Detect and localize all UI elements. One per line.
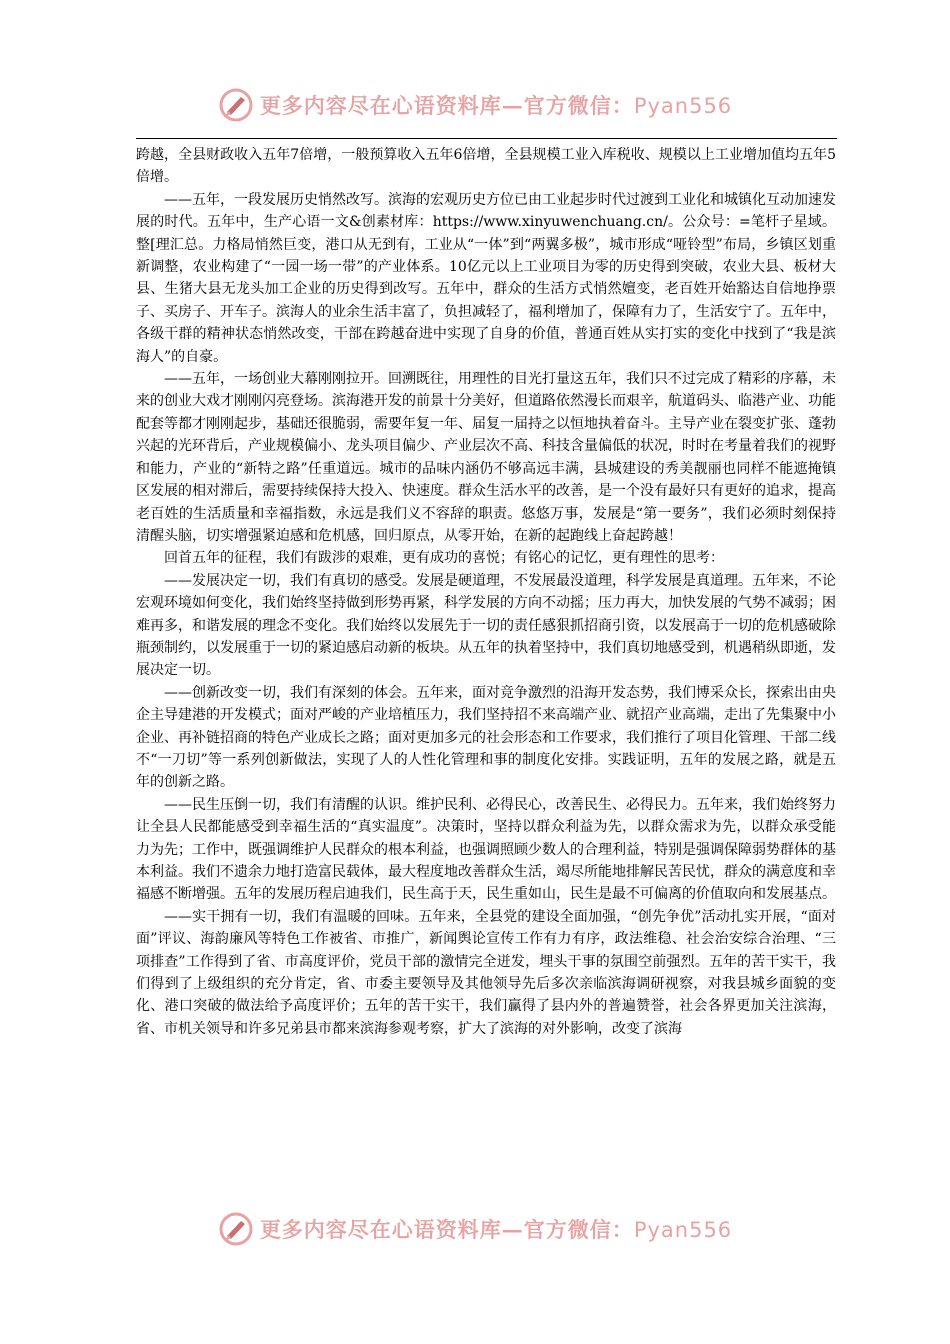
- paragraph: ——创新改变一切，我们有深刻的体会。五年来，面对竞争激烈的沿海开发态势，我们博采众长，探索出由央企主导建港的开发模式；面对严峻的产业培植压力，我们坚持招不来高端产业、就招产业高端，走出了先集聚中小企业、再补链招商的特色产业成长之路；面对更加多元的社会形态和工作要求，我们推行了项目化管理、干部二线不“一刀切”等一系列创新做法，实现了人的人性化管理和事的制度化安排。实践证明，五年的发展之路，就是五年的创新之路。: [136, 684, 836, 791]
- paragraph: 回首五年的征程，我们有跋涉的艰难，更有成功的喜悦；有铭心的记忆，更有理性的思考：: [164, 550, 724, 567]
- footer-banner: [0, 1206, 950, 1252]
- paragraph: 跨越，全县财政收入五年7倍增，一般预算收入五年6倍增，全县规模工业入库税收、规模以上工业增加值均五年5倍增。: [136, 147, 836, 186]
- document-body: [136, 144, 836, 1040]
- header-banner: [0, 82, 950, 128]
- banner-text: 更多内容尽在心语资料库—官方微信：Pyan556: [259, 1217, 733, 1242]
- paragraph: ——发展决定一切，我们有真切的感受。发展是硬道理，不发展最没道理，科学发展是真道理。五年来，不论宏观环境如何变化，我们始终坚持做到形势再紧，科学发展的方向不动摇；压力再大，加快发展的气势不减弱；困难再多，和谐发展的理念不变化。我们始终以发展先于一切的责任感狠抓招商引资，以发展高于一切的危机感破除瓶颈制约，以发展重于一切的紧迫感启动新的板块。从五年的执着坚持中，我们真切地感受到，机遇稍纵即逝，发展决定一切。: [136, 572, 836, 679]
- paragraph: ——实干拥有一切，我们有温暖的回味。五年来，全县党的建设全面加强，“创先争优”活动扎实开展，“面对面”评议、海韵廉风等特色工作被省、市推广，新闻舆论宣传工作有力有序，政法维稳、社会治安综合治理、“三项排查”工作得到了省、市高度评价，党员干部的激情完全迸发，埋头干事的氛围空前强烈。五年的苦干实干，我们得到了上级组织的充分肯定，省、市委主要领导及其他领导先后多次亲临滨海调研视察，对我县城乡面貌的变化、港口突破的做法给予高度评价；五年的苦干实干，我们赢得了县内外的普遍赞誉，社会各界更加关注滨海，省、市机关领导和许多兄弟县市都来滨海参观考察，扩大了滨海的对外影响，改变了滨海: [136, 908, 836, 1037]
- paragraph: ——五年，一段发展历史悄然改写。滨海的宏观历史方位已由工业起步时代过渡到工业化和城镇化互动加速发展的时代。五年中，生产心语一文&创素材库：https://www.xinyuwenchuang.cn/。公众号：=笔杆子星域。整[理汇总。力格局悄然巨变，港口从无到有，工业从“一体”到“两翼多极”，城市形成“哑铃型”布局，乡镇区划重新调整，农业构建了“一园一场一带”的产业体系。10亿元以上工业项目为零的历史得到突破，农业大县、板材大县、生猪大县无龙头加工企业的历史得到改写。五年中，群众的生活方式悄然嬗变，老百姓开始豁达自信地挣票子、买房子、开车子。滨海人的业余生活丰富了，负担减轻了，福利增加了，保障有力了，生活安宁了。五年中，各级干群的精神状态悄然改变，干部在跨越奋进中实现了自身的价值，普通百姓从实打实的变化中找到了“我是滨海人”的自豪。: [136, 191, 836, 365]
- banner-handle: Pyan556: [633, 94, 733, 118]
- banner-text: 更多内容尽在心语资料库—官方微信：Pyan556: [259, 93, 733, 118]
- pen-logo-icon: [218, 1211, 254, 1247]
- paragraph: ——民生压倒一切，我们有清醒的认识。维护民利、必得民心，改善民生、必得民力。五年来，我们始终努力让全县人民都能感受到幸福生活的“真实温度”。决策时，坚持以群众利益为先，以群众需求为先，以群众承受能力为先；工作中，既强调维护人民群众的根本利益，也强调照顾少数人的合理利益，特别是强调保障弱势群体的基本利益。我们不遗余力地打造富民载体，最大程度地改善群众生活，竭尽所能地排解民苦民忧，群众的满意度和幸福感不断增强。五年的发展历程启迪我们，民生高于天，民生重如山，民生是最不可偏离的价值取向和发展基点。: [136, 796, 836, 903]
- header-rule: [136, 138, 837, 139]
- pen-logo-icon: [218, 87, 254, 123]
- paragraph: ——五年，一场创业大幕刚刚拉开。回溯既往，用理性的目光打量这五年，我们只不过完成了精彩的序幕，未来的创业大戏才刚刚闪亮登场。滨海港开发的前景十分美好，但道路依然漫长而艰辛，航道码头、临港产业、功能配套等都才刚刚起步，基础还很脆弱，需要年复一年、届复一届持之以恒地执着奋斗。主导产业在裂变扩张、蓬勃兴起的光环背后，产业规模偏小、龙头项目偏少、产业层次不高、科技含量偏低的状况，时时在考量着我们的视野和能力，产业的“新特之路”任重道远。城市的品味内涵仍不够高远丰满，县城建设的秀美靓丽也同样不能遮掩镇区发展的相对滞后，需要持续保持大投入、快速度。群众生活水平的改善，是一个没有最好只有更好的追求，提高老百姓的生活质量和幸福指数，永远是我们义不容辞的职责。悠悠万事，发展是“第一要务”，我们必须时刻保持清醒头脑，切实增强紧迫感和危机感，回归原点，从零开始，在新的起跑线上奋起跨越！: [136, 371, 836, 544]
- banner-handle: Pyan556: [633, 1218, 733, 1242]
